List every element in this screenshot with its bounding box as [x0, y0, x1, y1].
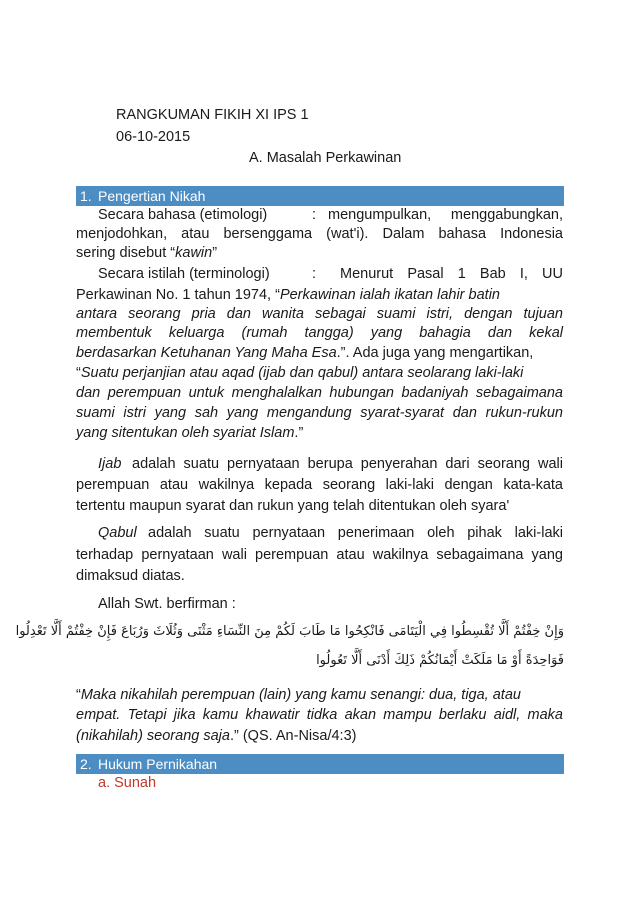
ijab-line-2: perempuan atau wakilnya kepada seorang laki-laki dengan kata-kata: [76, 477, 563, 493]
qabul-line-3: dimaksud diatas.: [76, 568, 185, 584]
translation-end: (nikahilah) seorang saja: [76, 728, 230, 744]
terminologi-line-3: antara seorang pria dan wanita sebagai suami istri, dengan tujuan: [76, 306, 563, 322]
verse-citation: .” (QS. An-Nisa/4:3): [229, 728, 357, 744]
translation-line-3: [76, 727, 563, 746]
definition-quote-end: berdasarkan Ketuhanan Yang Maha Esa: [76, 345, 337, 361]
section-number-2: 2.: [80, 756, 92, 772]
etimologi-line-2: menjodohkan, atau bersenggama (wat'i). Dalam bahasa Indonesia: [76, 226, 563, 242]
quote-close-2: .”: [294, 425, 304, 441]
translation-start: Maka nikahilah perempuan (lain) yang kamu senangi: dua, tiga, atau: [80, 687, 521, 703]
alt-definition-start: Suatu perjanjian atau aqad (ijab dan qabul) antara seolarang laki-laki: [80, 365, 524, 381]
quote-open-3: “: [76, 687, 81, 703]
section-title-2: Hukum Pernikahan: [98, 756, 218, 772]
section-title: Pengertian Nikah: [98, 188, 206, 204]
terminologi-definition: Menurut Pasal 1 Bab I, UU: [340, 266, 563, 282]
terminologi-line-5: [76, 344, 563, 363]
terminologi-line-8: suami istri yang sah yang mengandung syarat-syarat dan rukun-rukun: [76, 405, 563, 421]
ijab-term: Ijab: [98, 456, 122, 472]
firman-intro: Allah Swt. berfirman :: [98, 596, 236, 612]
document-date: 06-10-2015: [116, 129, 191, 145]
terminologi-line-4: membentuk keluarga (rumah tangga) yang bahagia dan kekal: [76, 325, 563, 341]
qabul-term: Qabul: [98, 525, 137, 541]
translation-line-2: empat. Tetapi jika kamu khawatir tidka akan mampu berlaku aidl, maka: [76, 707, 563, 723]
section-number: 1.: [80, 188, 92, 204]
quote-open-2: “: [76, 365, 81, 381]
subitem-sunah: a. Sunah: [98, 775, 157, 791]
quote-close: ”: [212, 245, 218, 261]
terminologi-line-6: [76, 364, 563, 383]
uu-reference: Perkawinan No. 1 tahun 1974, “: [76, 287, 280, 303]
terminologi-line-7: dan perempuan untuk menghalalkan hubungan badaniyah sebagaimana: [76, 385, 563, 401]
quote-open: sering disebut “: [76, 245, 176, 261]
etimologi-definition: mengumpulkan, menggabungkan,: [328, 207, 563, 223]
terminologi-term: Secara istilah (terminologi): [98, 266, 270, 282]
translation-line-1: [76, 686, 563, 705]
alt-definition-end: yang sitentukan oleh syariat Islam: [76, 425, 295, 441]
arabic-verse-line-1: وَإِنْ خِفْتُمْ أَلَّا تُقْسِطُوا فِي الْيَتَامَى فَانْكِحُوا مَا طَابَ لَكُمْ مِنَ النِّسَاءِ مَثْنَى وَثُلَاثَ وَرُبَاعَ فَإِنْ خِفْتُمْ أَلَّا تَعْدِلُوا: [15, 624, 564, 639]
section-bar-hukum-pernikahan: [76, 754, 564, 774]
terminologi-line-9: [76, 424, 563, 443]
arabic-verse-line-2: فَوَاحِدَةً أَوْ مَا مَلَكَتْ أَيْمَانُكُمْ ذَلِكَ أَدْنَى أَلَّا تَعُولُوا: [316, 653, 564, 668]
document-title: RANGKUMAN FIKIH XI IPS 1: [116, 107, 309, 123]
etimologi-term: Secara bahasa (etimologi): [98, 207, 268, 223]
definition-quote-start: Perkawinan ialah ikatan lahir batin: [279, 287, 500, 303]
kawin-term: kawin: [175, 245, 213, 261]
qabul-definition-start: adalah suatu pernyataan penerimaan oleh pihak laki-laki: [148, 525, 563, 541]
terminologi-line-2: [76, 286, 563, 305]
qabul-line-2: terhadap pernyataan wali perempuan atau wakilnya sebagaimana yang: [76, 547, 563, 563]
ijab-line-3: tertentu maupun syarat dan rukun yang telah ditentukan oleh syara': [76, 498, 510, 514]
section-bar-pengertian-nikah: [76, 186, 564, 206]
terminologi-colon: :: [312, 266, 317, 282]
ijab-definition-start: adalah suatu pernyataan berupa penyerahan dari seorang wali: [132, 456, 563, 472]
alternative-intro: .”. Ada juga yang mengartikan,: [336, 345, 534, 361]
chapter-heading: A. Masalah Perkawinan: [249, 150, 402, 166]
etimologi-colon: :: [312, 207, 317, 223]
etimologi-line-3: [76, 244, 563, 263]
